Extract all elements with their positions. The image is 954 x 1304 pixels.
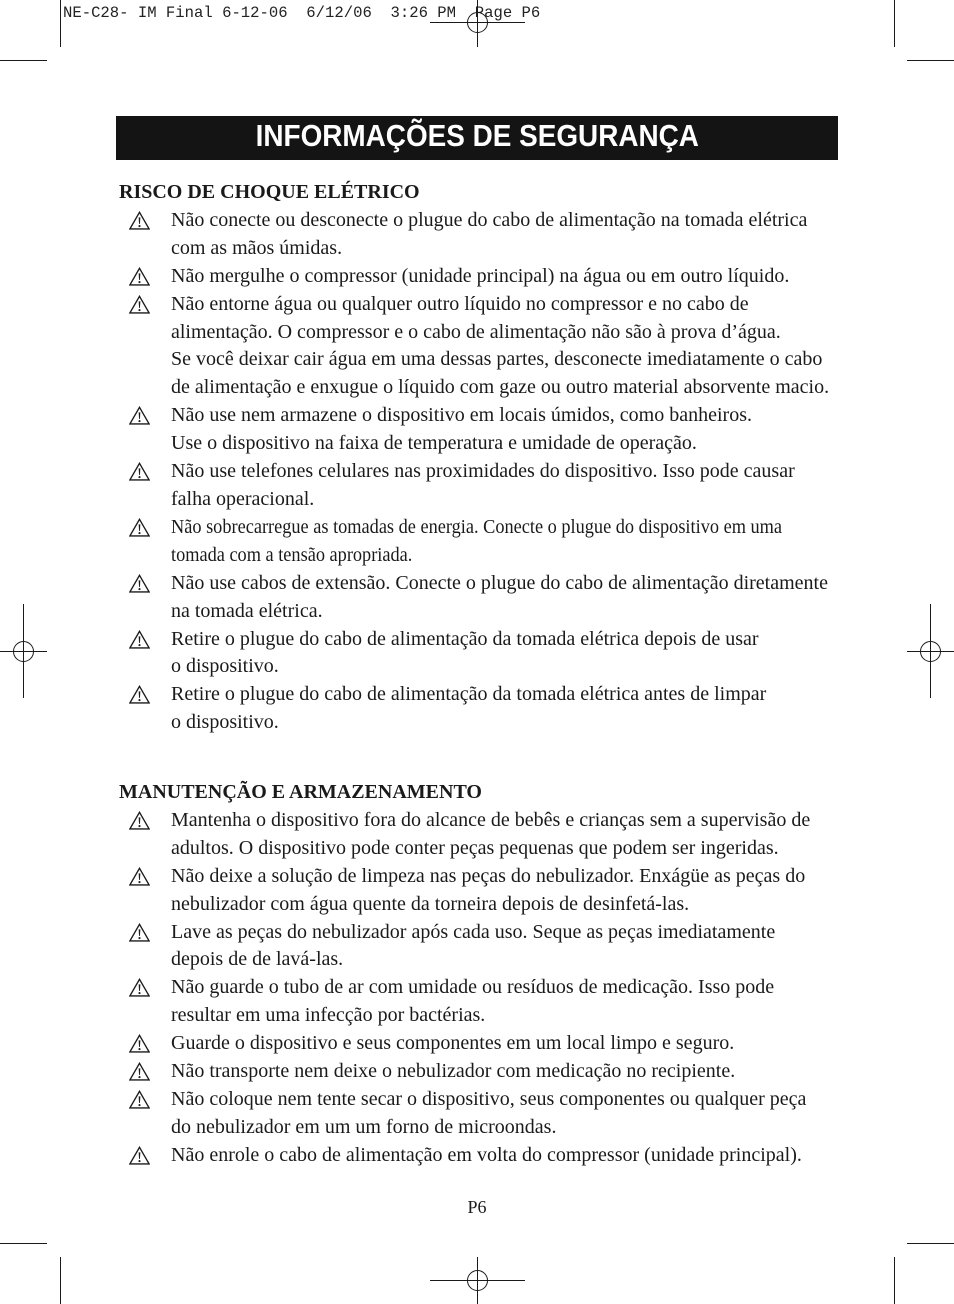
crop-mark-bottom-left [0, 1244, 61, 1304]
warning-item [119, 681, 839, 737]
warning-triangle-icon [129, 211, 150, 230]
title-bar [116, 116, 838, 160]
warning-text-line: tomada com a tensão apropriada. [171, 543, 413, 566]
warning-text-line: Mantenha o dispositivo fora do alcance de bebês e crianças sem a supervisão de [171, 808, 811, 831]
warning-triangle-icon [129, 1062, 150, 1081]
warning-item [119, 863, 810, 919]
warning-text-line: com as mãos úmidas. [171, 236, 343, 259]
warning-text-line: do nebulizador em um um forno de microondas. [171, 1115, 557, 1138]
warning-text-line: Não deixe a solução de limpeza nas peças do nebulizador. Enxágüe as peças do [171, 864, 806, 887]
warning-text-line: Não entorne água ou qualquer outro líquido no compressor e no cabo de [171, 292, 749, 315]
registration-mark-right [907, 604, 954, 698]
warning-triangle-icon [129, 1034, 150, 1053]
warning-text-line: Não sobrecarregue as tomadas de energia. Conecte o plugue do dispositivo em uma [171, 515, 783, 538]
warning-item [119, 919, 810, 975]
warning-text-line: Não guarde o tubo de ar com umidade ou resíduos de medicação. Isso pode [171, 976, 775, 999]
warning-triangle-icon [129, 867, 150, 886]
warning-text-line: resultar em uma infecção por bactérias. [171, 1004, 486, 1027]
section-maintenance-storage [119, 779, 810, 1170]
warning-item [119, 1142, 810, 1170]
warning-text-line: Não use cabos de extensão. Conecte o plugue do cabo de alimentação diretamente [171, 571, 828, 594]
warning-triangle-icon [129, 811, 150, 830]
warning-item [119, 1058, 810, 1086]
warning-text-line: Não conecte ou desconecte o plugue do cabo de alimentação na tomada elétrica [171, 208, 808, 231]
warning-text-line: Se você deixar cair água em uma dessas partes, desconecte imediatamente o cabo [171, 348, 823, 371]
warning-list [119, 207, 839, 737]
warning-text-line: na tomada elétrica. [171, 599, 323, 622]
warning-text-line: adultos. O dispositivo pode conter peças pequenas que podem ser ingeridas. [171, 836, 779, 859]
warning-text-line: alimentação. O compressor e o cabo de alimentação não são à prova d’água. [171, 320, 781, 343]
crop-mark-top-left [0, 0, 61, 61]
warning-item [119, 514, 839, 570]
warning-triangle-icon [129, 518, 150, 537]
section-heading: MANUTENÇÃO E ARMAZENAMENTO [119, 781, 482, 803]
warning-text-line: Não use nem armazene o dispositivo em locais úmidos, como banheiros. [171, 404, 752, 427]
warning-item [119, 1030, 810, 1058]
warning-triangle-icon [129, 574, 150, 593]
warning-text-line: Não use telefones celulares nas proximidades do dispositivo. Isso pode causar [171, 460, 795, 483]
warning-text-line: falha operacional. [171, 487, 315, 510]
warning-item [119, 263, 839, 291]
warning-triangle-icon [129, 267, 150, 286]
warning-text-line: de alimentação e enxugue o líquido com gaze ou outro material absorvente macio. [171, 376, 830, 399]
warning-triangle-icon [129, 462, 150, 481]
warning-text-line: Guarde o dispositivo e seus componentes em um local limpo e seguro. [171, 1032, 735, 1055]
warning-text-line: o dispositivo. [171, 655, 279, 678]
warning-text-line: Não coloque nem tente secar o dispositivo, seus componentes ou qualquer peça [171, 1087, 807, 1110]
warning-text-line: Não mergulhe o compressor (unidade principal) na água ou em outro líquido. [171, 264, 790, 287]
warning-item [119, 974, 810, 1030]
print-slug: NE-C28- IM Final 6-12-06 6/12/06 3:26 PM Page P6 [63, 4, 541, 22]
warning-item [119, 458, 839, 514]
page-title: INFORMAÇÕES DE SEGURANÇA [255, 118, 699, 153]
warning-triangle-icon [129, 295, 150, 314]
warning-item [119, 570, 839, 626]
warning-text-line: Retire o plugue do cabo de alimentação da tomada elétrica antes de limpar [171, 683, 767, 706]
warning-item [119, 402, 839, 458]
warning-item [119, 626, 839, 682]
warning-triangle-icon [129, 1146, 150, 1165]
crop-mark-bottom-right [895, 1244, 954, 1304]
warning-text-line: depois de de lavá-las. [171, 948, 344, 971]
registration-mark-left [0, 604, 47, 698]
warning-triangle-icon [129, 978, 150, 997]
warning-triangle-icon [129, 685, 150, 704]
warning-triangle-icon [129, 1090, 150, 1109]
warning-item [119, 207, 839, 263]
warning-text-line: Não enrole o cabo de alimentação em volta do compressor (unidade principal). [171, 1143, 802, 1166]
registration-mark-bottom [430, 1257, 525, 1304]
warning-triangle-icon [129, 630, 150, 649]
warning-text-line: Use o dispositivo na faixa de temperatura e umidade de operação. [171, 432, 697, 455]
warning-item [119, 807, 810, 863]
warning-text-line: nebulizador com água quente da torneira depois de desinfetá-las. [171, 892, 690, 915]
crop-mark-top-right [895, 0, 954, 61]
warning-triangle-icon [129, 406, 150, 425]
warning-list [119, 807, 810, 1170]
warning-text-line: o dispositivo. [171, 711, 279, 734]
section-heading: RISCO DE CHOQUE ELÉTRICO [119, 181, 420, 203]
section-electric-shock-risk [119, 179, 839, 737]
warning-item [119, 1086, 810, 1142]
warning-triangle-icon [129, 923, 150, 942]
warning-text-line: Lave as peças do nebulizador após cada uso. Seque as peças imediatamente [171, 920, 776, 943]
warning-item [119, 291, 839, 403]
warning-text-line: Retire o plugue do cabo de alimentação da tomada elétrica depois de usar [171, 627, 759, 650]
warning-text-line: Não transporte nem deixe o nebulizador com medicação no recipiente. [171, 1060, 736, 1083]
page-number: P6 [467, 1197, 487, 1217]
